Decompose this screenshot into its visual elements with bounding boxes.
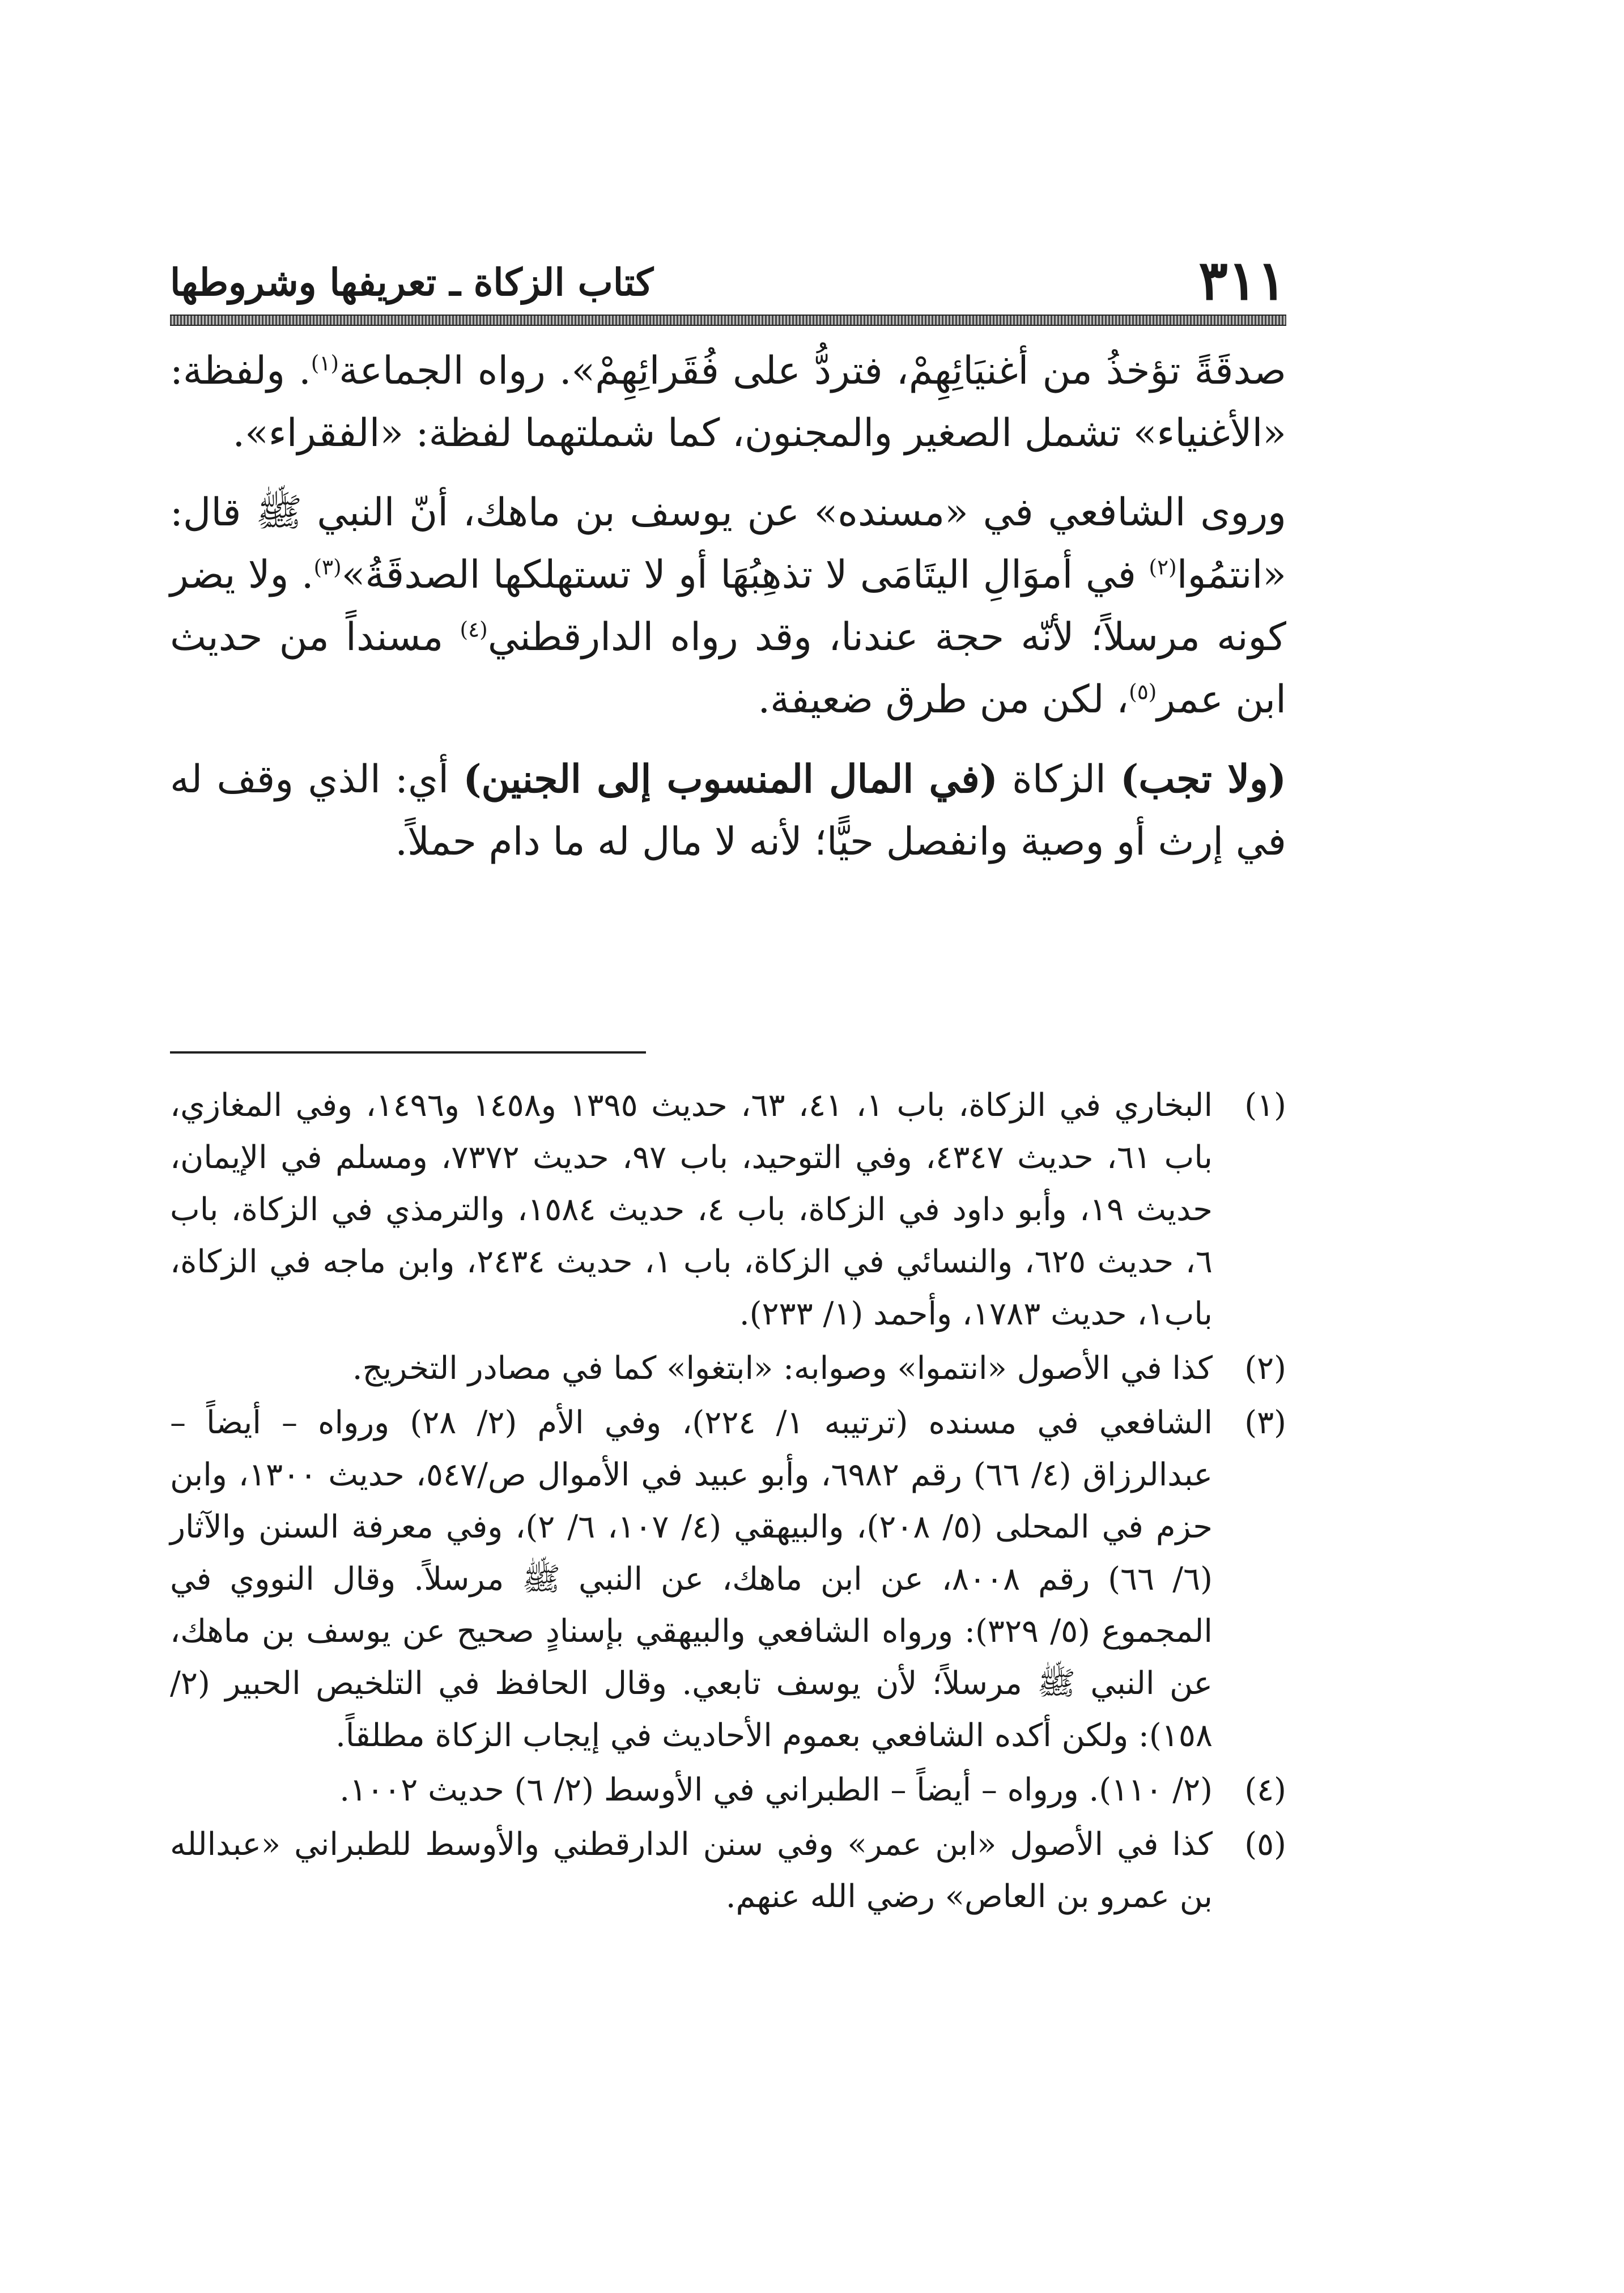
p1-text-a: صدقَةً تؤخذُ من أغنيَائِهِمْ، فتردُّ على فُقَرائِهِمْ». رواه الجماعة xyxy=(339,349,1286,393)
footnote-5 xyxy=(170,1819,1286,1923)
footnote-ref-4: (٤) xyxy=(460,617,488,642)
footnote-ref-2: (٢) xyxy=(1149,554,1177,580)
footnote-separator xyxy=(170,1051,646,1054)
footnote-3 xyxy=(170,1397,1286,1762)
p2-text-a: وروى الشافعي في «مسنده» عن يوسف بن ماهك، أنّ النبي ﷺ قال: «انتمُوا xyxy=(170,490,1286,597)
footnote-number: (٣) xyxy=(1244,1404,1286,1441)
p2-text-d: مسنداً من حديث ابن عمر xyxy=(170,615,1286,722)
footnote-text: كذا في الأصول «ابن عمر» وفي سنن الدارقطني والأوسط للطبراني «عبدالله بن عمرو بن العاص» رضي الله عنهم. xyxy=(170,1826,1213,1915)
footnote-number: (١) xyxy=(1244,1087,1286,1124)
paragraph-1 xyxy=(170,340,1286,465)
footnote-text: البخاري في الزكاة، باب ١، ٤١، ٦٣، حديث ١٣٩٥ و١٤٥٨ و١٤٩٦، وفي المغازي، باب ٦١، حديث ٤٣٤٧، وفي التوحيد، باب ٩٧، حديث ٧٣٧٢، ومسلم في الإيمان، حديث ١٩، وأبو داود في الزكاة، باب ٤، حديث ١٥٨٤، والترمذي في الزكاة، باب ٦، حديث ٦٢٥، والنسائي في الزكاة، باب ١، حديث ٢٤٣٤، وابن ماجه في الزكاة، باب١، حديث ١٧٨٣، وأحمد (١/ ٢٣٣). xyxy=(170,1087,1213,1332)
footnote-1 xyxy=(170,1080,1286,1340)
main-text xyxy=(170,340,1286,890)
p3-text-1: الزكاة xyxy=(997,757,1121,802)
page-header xyxy=(170,249,1286,312)
footnote-text: كذا في الأصول «انتموا» وصوابه: «ابتغوا» كما في مصادر التخريج. xyxy=(352,1350,1213,1387)
p2-text-e: ، لكن من طرق ضعيفة. xyxy=(758,677,1129,722)
footnote-ref-1: (١) xyxy=(311,350,339,376)
paragraph-2 xyxy=(170,482,1286,731)
p1-text-b: . ولفظة: «الأغنياء» تشمل الصغير والمجنون، كما شملتهما لفظة: «الفقراء». xyxy=(170,349,1286,456)
footnote-number: (٤) xyxy=(1244,1772,1286,1808)
footnote-ref-5: (٥) xyxy=(1129,679,1157,704)
p2-text-b: في أموَالِ اليتَامَى لا تذهِبُهَا أو لا تستهلكها الصدقَةُ» xyxy=(341,553,1149,597)
footnote-4 xyxy=(170,1764,1286,1816)
p3-text-2: أي: الذي وقف له في إرث أو وصية وانفصل حيًّا؛ لأنه لا مال له ما دام حملاً. xyxy=(170,757,1286,864)
footnote-2 xyxy=(170,1343,1286,1395)
book-page xyxy=(170,0,1286,2293)
running-title: كتاب الزكاة ـ تعريفها وشروطها xyxy=(170,260,654,304)
p3-bold-2: (في المال المنسوب إلى الجنين) xyxy=(463,757,998,802)
footnote-text: (٢/ ١١٠). ورواه – أيضاً – الطبراني في الأوسط (٢/ ٦) حديث ١٠٠٢. xyxy=(339,1772,1213,1808)
footnote-number: (٢) xyxy=(1244,1350,1286,1387)
footnote-ref-3: (٣) xyxy=(313,554,342,580)
p3-bold-1: (ولا تجب) xyxy=(1120,757,1287,802)
header-rule xyxy=(170,315,1286,326)
page-number: ٣١١ xyxy=(1198,248,1286,312)
footnotes xyxy=(170,1080,1286,1925)
footnote-number: (٥) xyxy=(1244,1826,1286,1863)
footnote-text: الشافعي في مسنده (ترتيبه ١/ ٢٢٤)، وفي الأم (٢/ ٢٨) ورواه – أيضاً – عبدالرزاق (٤/ ٦٦) رقم ٦٩٨٢، وأبو عبيد في الأموال ص/٥٤٧، حديث ١٣٠٠، وابن حزم في المحلى (٥/ ٢٠٨)، والبيهقي (٤/ ١٠٧، ٦/ ٢)، وفي معرفة السنن والآثار (٦/ ٦٦) رقم ٨٠٠٨، عن ابن ماهك، عن النبي ﷺ مرسلاً. وقال النووي في المجموع (٥/ ٣٢٩): ورواه الشافعي والبيهقي بإسنادٍ صحيح عن يوسف بن ماهك، عن النبي ﷺ مرسلاً؛ لأن يوسف تابعي. وقال الحافظ في التلخيص الحبير (٢/ ١٥٨): ولكن أكده الشافعي بعموم الأحاديث في إيجاب الزكاة مطلقاً. xyxy=(170,1404,1213,1754)
p2-text-c: . ولا يضر كونه مرسلاً؛ لأنّه حجة عندنا، وقد رواه الدارقطني xyxy=(170,553,1287,660)
paragraph-3 xyxy=(170,748,1286,873)
